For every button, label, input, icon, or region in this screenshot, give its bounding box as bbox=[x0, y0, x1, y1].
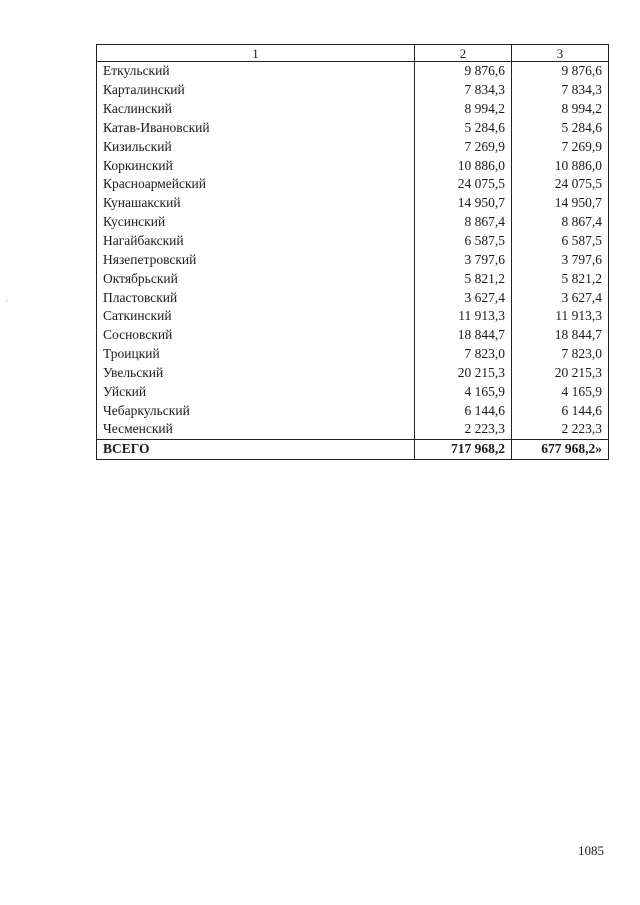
value-col2-cell: 6 587,5 bbox=[415, 232, 512, 251]
value-col3-cell: 3 797,6 bbox=[512, 250, 609, 269]
district-name-cell: Нагайбакский bbox=[97, 232, 415, 251]
value-col3-cell: 7 823,0 bbox=[512, 345, 609, 364]
value-col3-cell: 5 821,2 bbox=[512, 269, 609, 288]
table-row bbox=[97, 213, 609, 232]
value-col3-cell: 7 834,3 bbox=[512, 81, 609, 100]
value-col2-cell: 6 144,6 bbox=[415, 401, 512, 420]
table-row bbox=[97, 119, 609, 138]
value-col3-cell: 10 886,0 bbox=[512, 156, 609, 175]
district-name-cell: Увельский bbox=[97, 364, 415, 383]
value-col2-cell: 14 950,7 bbox=[415, 194, 512, 213]
value-col3-cell: 14 950,7 bbox=[512, 194, 609, 213]
district-name-cell: Катав-Ивановский bbox=[97, 119, 415, 138]
table-row bbox=[97, 307, 609, 326]
data-table bbox=[96, 44, 609, 460]
value-col2-cell: 4 165,9 bbox=[415, 382, 512, 401]
district-name-cell: Октябрьский bbox=[97, 269, 415, 288]
value-col2-cell: 7 834,3 bbox=[415, 81, 512, 100]
value-col3-cell: 7 269,9 bbox=[512, 137, 609, 156]
total-value-col2: 717 968,2 bbox=[415, 439, 512, 459]
value-col3-cell: 20 215,3 bbox=[512, 364, 609, 383]
column-header-1: 1 bbox=[97, 45, 415, 62]
table-row bbox=[97, 232, 609, 251]
table-row bbox=[97, 175, 609, 194]
value-col2-cell: 3 797,6 bbox=[415, 250, 512, 269]
data-table-container bbox=[96, 44, 608, 460]
value-col2-cell: 20 215,3 bbox=[415, 364, 512, 383]
table-row bbox=[97, 401, 609, 420]
table-row bbox=[97, 382, 609, 401]
value-col3-cell: 11 913,3 bbox=[512, 307, 609, 326]
value-col2-cell: 18 844,7 bbox=[415, 326, 512, 345]
district-name-cell: Пластовский bbox=[97, 288, 415, 307]
district-name-cell: Карталинский bbox=[97, 81, 415, 100]
district-name-cell: Кусинский bbox=[97, 213, 415, 232]
district-name-cell: Уйский bbox=[97, 382, 415, 401]
table-total-row bbox=[97, 439, 609, 459]
district-name-cell: Нязепетровский bbox=[97, 250, 415, 269]
value-col2-cell: 7 823,0 bbox=[415, 345, 512, 364]
column-header-2: 2 bbox=[415, 45, 512, 62]
value-col2-cell: 9 876,6 bbox=[415, 62, 512, 81]
value-col3-cell: 9 876,6 bbox=[512, 62, 609, 81]
value-col2-cell: 11 913,3 bbox=[415, 307, 512, 326]
value-col3-cell: 24 075,5 bbox=[512, 175, 609, 194]
district-name-cell: Троицкий bbox=[97, 345, 415, 364]
district-name-cell: Коркинский bbox=[97, 156, 415, 175]
page-number: 1085 bbox=[578, 843, 604, 858]
table-row bbox=[97, 194, 609, 213]
table-row bbox=[97, 288, 609, 307]
value-col3-cell: 6 587,5 bbox=[512, 232, 609, 251]
value-col2-cell: 5 284,6 bbox=[415, 119, 512, 138]
table-row bbox=[97, 420, 609, 439]
district-name-cell: Сосновский bbox=[97, 326, 415, 345]
total-label: ВСЕГО bbox=[97, 439, 415, 459]
table-row bbox=[97, 269, 609, 288]
district-name-cell: Каслинский bbox=[97, 100, 415, 119]
district-name-cell: Красноармейский bbox=[97, 175, 415, 194]
value-col2-cell: 3 627,4 bbox=[415, 288, 512, 307]
table-body bbox=[97, 62, 609, 440]
table-row bbox=[97, 81, 609, 100]
value-col2-cell: 24 075,5 bbox=[415, 175, 512, 194]
table-row bbox=[97, 156, 609, 175]
value-col2-cell: 5 821,2 bbox=[415, 269, 512, 288]
value-col3-cell: 18 844,7 bbox=[512, 326, 609, 345]
value-col2-cell: 10 886,0 bbox=[415, 156, 512, 175]
district-name-cell: Чебаркульский bbox=[97, 401, 415, 420]
district-name-cell: Еткульский bbox=[97, 62, 415, 81]
table-row bbox=[97, 364, 609, 383]
table-row bbox=[97, 100, 609, 119]
value-col2-cell: 2 223,3 bbox=[415, 420, 512, 439]
table-row bbox=[97, 326, 609, 345]
value-col3-cell: 2 223,3 bbox=[512, 420, 609, 439]
total-value-col3: 677 968,2» bbox=[512, 439, 609, 459]
value-col3-cell: 3 627,4 bbox=[512, 288, 609, 307]
district-name-cell: Кизильский bbox=[97, 137, 415, 156]
value-col2-cell: 8 994,2 bbox=[415, 100, 512, 119]
table-row bbox=[97, 137, 609, 156]
margin-speck bbox=[6, 300, 7, 301]
table-row bbox=[97, 62, 609, 81]
value-col3-cell: 6 144,6 bbox=[512, 401, 609, 420]
value-col3-cell: 4 165,9 bbox=[512, 382, 609, 401]
column-header-3: 3 bbox=[512, 45, 609, 62]
value-col2-cell: 8 867,4 bbox=[415, 213, 512, 232]
value-col2-cell: 7 269,9 bbox=[415, 137, 512, 156]
value-col3-cell: 5 284,6 bbox=[512, 119, 609, 138]
table-header-row bbox=[97, 45, 609, 62]
district-name-cell: Чесменский bbox=[97, 420, 415, 439]
district-name-cell: Кунашакский bbox=[97, 194, 415, 213]
table-row bbox=[97, 345, 609, 364]
district-name-cell: Саткинский bbox=[97, 307, 415, 326]
value-col3-cell: 8 867,4 bbox=[512, 213, 609, 232]
table-row bbox=[97, 250, 609, 269]
value-col3-cell: 8 994,2 bbox=[512, 100, 609, 119]
